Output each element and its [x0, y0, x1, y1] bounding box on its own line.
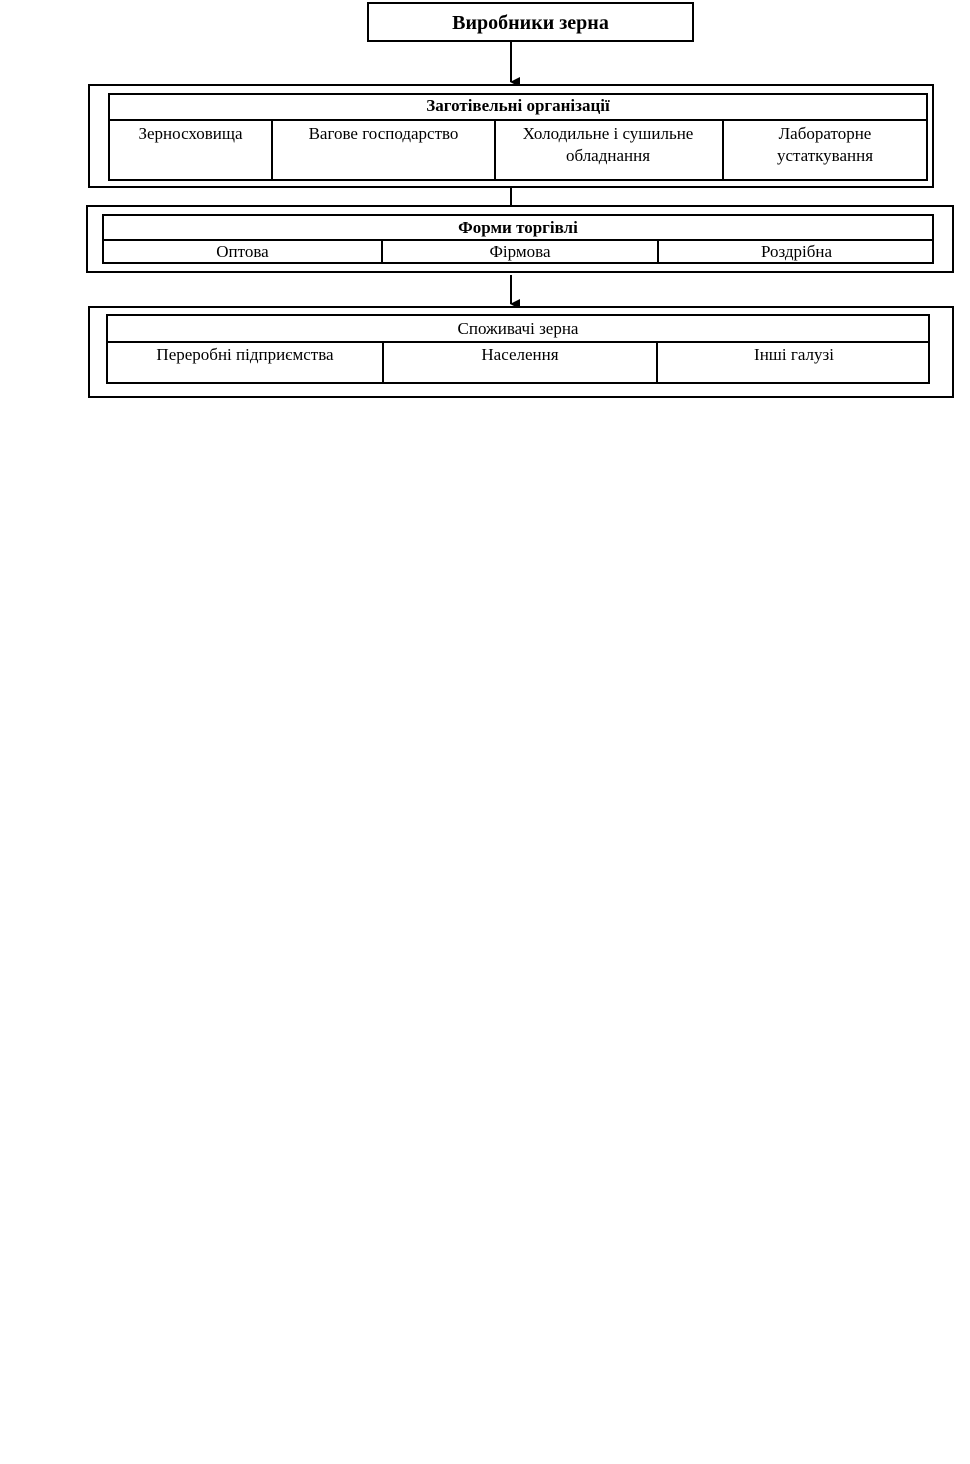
trade-item-retail: Роздрібна — [760, 242, 833, 261]
trade-title: Форми торгівлі — [458, 218, 578, 237]
trade-table — [102, 214, 934, 264]
procurement-title: Заготівельні організації — [426, 96, 610, 115]
procurement-item-granaries: Зерносховища — [138, 124, 243, 143]
producers-label: Виробники зерна — [452, 12, 609, 34]
procurement-item-cooling-drying: Холодильне і сушильне обладнання — [522, 124, 694, 165]
procurement-table — [108, 93, 928, 181]
consumers-title: Споживачі зерна — [457, 319, 579, 338]
trade-item-brand: Фірмова — [489, 242, 551, 261]
consumers-item-processing: Переробні підприємства — [156, 345, 334, 364]
consumers-item-population: Населення — [481, 345, 559, 364]
procurement-item-weighing: Вагове господарство — [308, 124, 459, 143]
procurement-item-laboratory: Лабораторне устаткування — [776, 124, 874, 165]
consumers-item-other: Інші галузі — [754, 345, 834, 364]
consumers-table — [106, 314, 930, 384]
trade-item-wholesale: Оптова — [216, 242, 269, 261]
producers-box — [367, 2, 694, 42]
